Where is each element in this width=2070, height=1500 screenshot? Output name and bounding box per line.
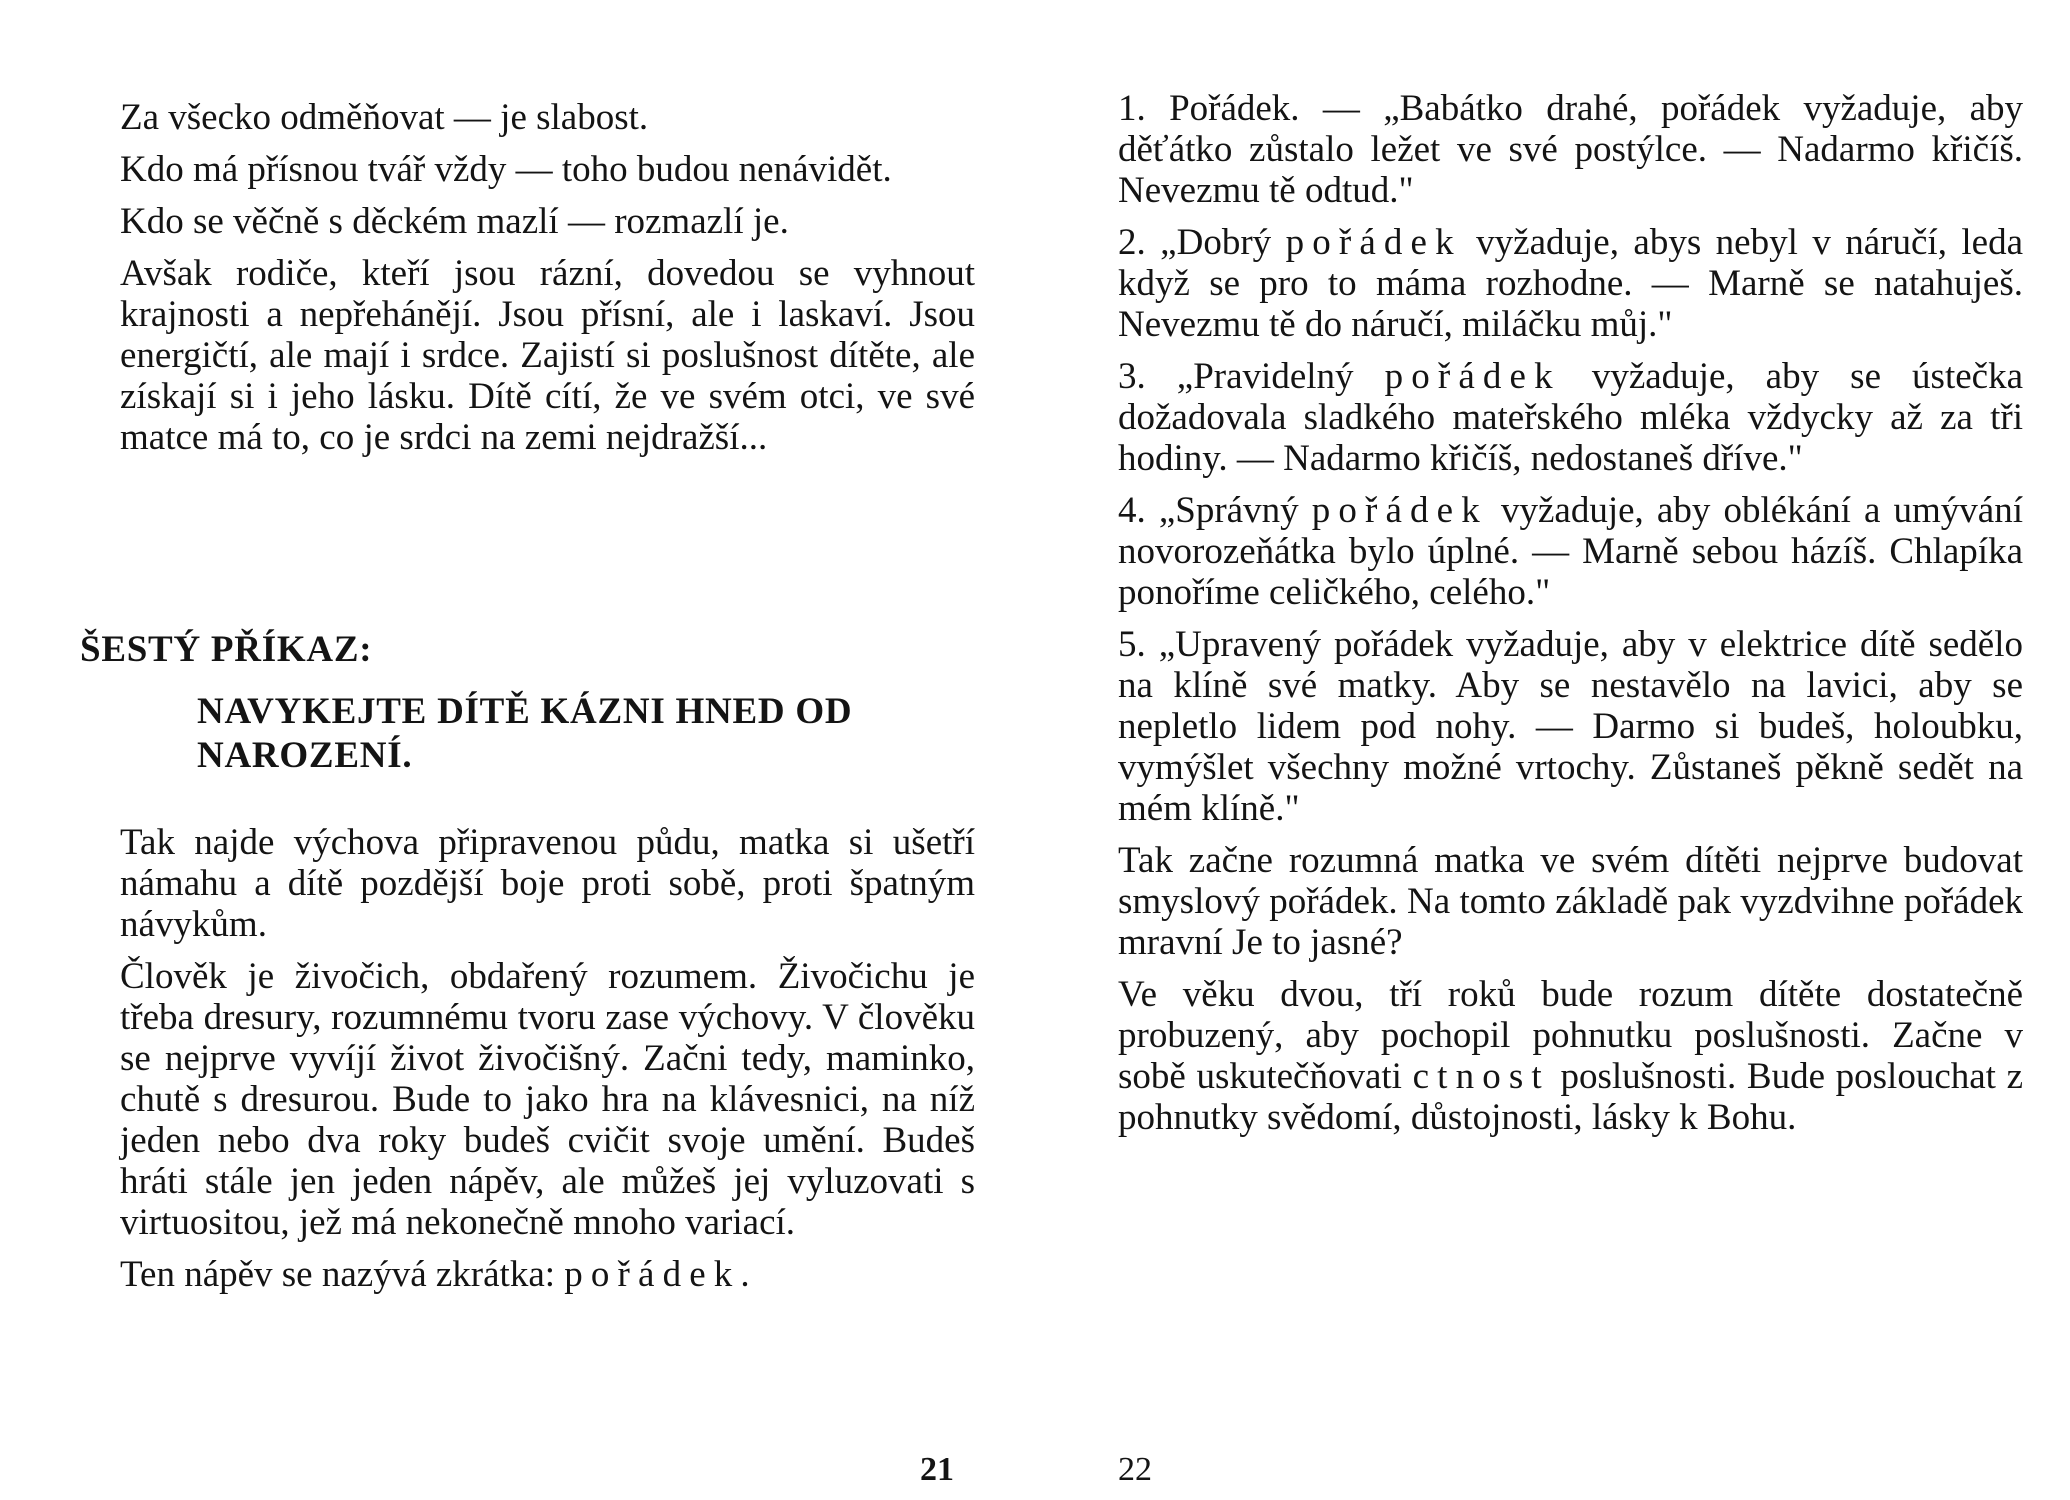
paragraph: Tak začne rozumná matka ve svém dítěti nejprve budovat smyslový pořádek. Na tomto základě pak vyzdvihne pořádek mravní Je to jasné? [1118, 840, 2023, 963]
text-run: 4. „Správný [1118, 490, 1312, 531]
text-run: Ve věku dvou, tří roků bude rozum dítěte dostatečně probuzený, aby pochopil pohnutku poslušnosti. Začne v sobě uskutečňovati [1118, 974, 2023, 1097]
paragraph-last [120, 1254, 975, 1295]
paragraph: Kdo má přísnou tvář vždy — toho budou nenávidět. [120, 149, 892, 190]
paragraph [1118, 356, 2023, 479]
paragraph: Tak najde výchova připravenou půdu, matka si ušetří námahu a dítě pozdější boje proti sobě, proti špatným návykům. [120, 822, 975, 945]
heading-title: NAVYKEJTE DÍTĚ KÁZNI HNED OD NAROZENÍ. [197, 691, 853, 776]
text-run: vyžaduje, aby oblékání a umývání novorozeňátka bylo úplné. — Marně sebou házíš. Chlapíka ponoříme celičkého, celého." [1118, 490, 2023, 613]
page-number-right: 22 [1118, 1451, 1152, 1488]
paragraph: Kdo se věčně s děckém mazlí — rozmazlí je. [120, 201, 789, 242]
text-run: vyžaduje, abys nebyl v náručí, leda když se pro to máma rozhodne. — Marně se natahuješ. Nevezmu tě do náručí, miláčku můj." [1118, 222, 2024, 345]
text-run: 3. „Pravidelný [1118, 356, 1385, 397]
chapter-heading [80, 628, 980, 778]
page-number-left: 21 [920, 1451, 954, 1488]
paragraph [1118, 222, 2023, 345]
spaced-word: pořádek [1285, 222, 1462, 263]
text-run: 2. „Dobrý [1118, 222, 1286, 263]
paragraph [1118, 974, 2023, 1138]
spaced-word: pořádek [1384, 356, 1561, 397]
paragraph [1118, 490, 2023, 613]
text-run: vyžaduje, aby se ústečka dožadovala sladkého mateřského mléka vždycky až za tři hodiny. — Nadarmo křičíš, nedostaneš dříve." [1118, 356, 2023, 479]
paragraph: Člověk je živočich, obdařený rozumem. Živočichu je třeba dresury, rozumnému tvoru zase výchovy. V člověku se nejprve vyvíjí život živočišný. Začni tedy, maminko, chutě s dresurou. Bude to jako hra na klávesnici, na níž jeden nebo dva roky budeš cvičit svoje umění. Budeš hráti stále jen jeden nápěv, ale můžeš jej vyluzovati s virtuositou, jež má nekonečně mnoho variací. [120, 956, 975, 1243]
paragraph: Za všecko odměňovat — je slabost. [120, 97, 649, 138]
spaced-word: pořádek [1311, 490, 1488, 531]
paragraph: Avšak rodiče, kteří jsou rázní, dovedou se vyhnout krajnosti a nepřehánějí. Jsou přísní, ale i laskaví. Jsou energičtí, ale mají i srdce. Zajistí si poslušnost dítěte, ale získají si i jeho lásku. Dítě cítí, že ve svém otci, ve své matce má to, co je srdci na zemi nejdražší... [120, 253, 975, 458]
left-bottom-text [120, 822, 975, 1306]
paragraph: 1. Pořádek. — „Babátko drahé, pořádek vyžaduje, aby děťátko zůstalo ležet ve své postýlce. — Nadarmo křičíš. Nevezmu tě odtud." [1118, 88, 2023, 211]
paragraph: 5. „Upravený pořádek vyžaduje, aby v elektrice dítě sedělo na klíně své matky. Aby se nestavělo na lavici, aby se nepletlo lidem pod nohy. — Darmo si budeš, holoubku, vymýšlet všechny možné vrtochy. Zůstaneš pěkně sedět na mém klíně." [1118, 624, 2023, 829]
text-run: poslušnosti. Bude poslouchat z pohnutky svědomí, důstojnosti, lásky k Bohu. [1118, 1056, 2023, 1138]
spaced-word: ctnost [1412, 1056, 1550, 1097]
right-page [1035, 0, 2070, 1500]
left-top-text [120, 97, 975, 469]
spaced-word: pořádek. [564, 1254, 758, 1295]
heading-label: ŠESTÝ PŘÍKAZ: [80, 629, 373, 670]
text-run: Ten nápěv se nazývá zkrátka: [120, 1254, 565, 1295]
right-text [1118, 88, 2023, 1149]
